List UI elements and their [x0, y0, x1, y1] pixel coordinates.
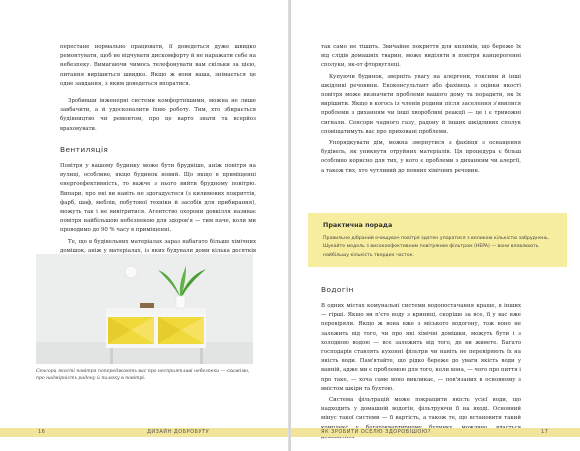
tip-title: Практична порада: [323, 221, 393, 229]
photo-illustration: [36, 254, 253, 364]
section-title-water: Водогін: [321, 285, 354, 294]
left-paragraph: перестане нормально працювати, її доведеться дуже швидко ремонтувати, щоб не відчувати дискомфорту й не наражати себе на небезпеку. Вимагаючи чимось телефонувати вам скільки за цією, питання вирішиться швидко. Якщо ж вони ваша, знімається це одне завдання, з яким доведеться впоратися.: [60, 44, 256, 87]
left-paragraph: Зробивши інженерні системи комфортнішими, можна не лише завбачити, а й удосконалити їхню роботу. Тим, хто збирається будівництво чи ремонтом, про це варто знати та всерйоз враховувати.: [60, 98, 256, 132]
right-paragraph: Купуючи будинок, зверніть увагу на алергени, токсини й інші шкідливі речовини. Екоконсультант або фахівець з оцінки якості повітря може визначити проблеми вашого дому та порадити, як їх вирішити. Якщо в когось із членів родини після заселення з'явилися проблеми з диханням чи інші хворобливі реакції — це і є тривожні сигнали. Сенсори чадного газу, радону й інших шкідливих сполук сповіщатимуть вас про приховані проблеми.: [321, 73, 521, 135]
left-paragraph: Те, що в будівельних матеріалах зараз набагато більше хімічних домішок, аніж у матеріалах, із яких будували доми кілька десятків: [60, 238, 256, 254]
left-text-top: [60, 43, 256, 134]
right-text-top: [321, 43, 521, 176]
right-paragraph: Система фільтрацій може покращити якість усієї води, що надходить у домашній водогін, фільтруючи її на вході. Основний мінус такої системи — її вартість, а також те, що встановити такий: [321, 397, 521, 422]
right-page: [291, 0, 580, 451]
right-text-bottom: [321, 302, 521, 442]
section-title-ventilation: Вентиляція: [60, 145, 109, 154]
running-head: ДИЗАЙН ДОБРОБУТУ: [147, 429, 210, 435]
page-number: 17: [541, 429, 549, 435]
air-sensor-device: [125, 266, 137, 278]
right-footer-bar: [291, 428, 580, 437]
running-head: ЯК ЗРОБИТИ ОСЕЛЮ ЗДОРОВІШОЮ?: [321, 429, 431, 435]
left-footer-bar: [0, 428, 289, 437]
page-number: 16: [38, 429, 46, 435]
right-paragraph: В одних містах комунальні системи водопостачання краще, в інших — гірші. Якщо ви п'єте воду з криниці, скоріше за все, її у вас вже перевіряли. Якщо ж вона вже з міського водогону, тож воно не залежить від того, чи про які хімічні домішки, можуть бути і з холодною водою — все залежить від того, де ви живете. Багато господарів ставлять кухонні фільтри чи навіть не перевіряють їх на якість води. Пам'ятайте, що рідко береже до уваги якість води у ванній, адже ми є проблемою для того, коли вона, — чого про пиття і про таке, — хоча саме воно викликає, — пов'язаних в основному з вмістом шкіри та бухтою.: [321, 303, 521, 392]
left-text-mid: [60, 162, 256, 265]
practical-tip-box: [308, 213, 567, 267]
tip-text: Правильно дібраний очищувач повітря здатен упоратися з великою кількістю забруднень. Шукайте модель з високоефективним повітряним фільтром (HEPA) — вони вловлюють найбільшу кількість твердих часток.: [323, 236, 550, 258]
right-paragraph: Упорядкувати дім, можна звернутися з фахівця з оснащення будівель, як уникнути отруйних матеріалів. Ця процедура є більш особливо корисно для тих, у кого є проблеми з диханням чи алергії, а також тих, хто чутливий до певних хімічних речовин.: [321, 140, 521, 174]
air-sensor-photo: [36, 254, 253, 364]
photo-caption: Сенсори якості повітря попереджають вас про несприятливі небезпеки — скажімо, про надмірність радону й пилюку в повітрі.: [36, 369, 250, 382]
right-paragraph: так само не тішить. Звичайне покриття для килимів, що береже їх від слідів домашніх тварин, може виділяти в повітря канцерогенні сполуки, як-от фторвуглеці.: [321, 44, 521, 69]
left-paragraph: Повітря у вашому будинку може бути брудніше, аніж повітря на вулиці, особливо, якщо будинок новий. Що якщо в приміщенні енергоефективність, то важче з нього вийти брудному повітрю. Випари, про які ви навіть не здогадуєтеся (з килимових покриттів, фарб, шаф, меблів, побутової техніки й засобів для прибирання), можуть так і не вивітритися. Агентство охорони довкілля називає повітря найбільшою небезпекою для здоров'я — тим паче, коли ми проводимо до 90 % часу в приміщенні.: [60, 163, 256, 234]
left-page: [0, 0, 289, 451]
